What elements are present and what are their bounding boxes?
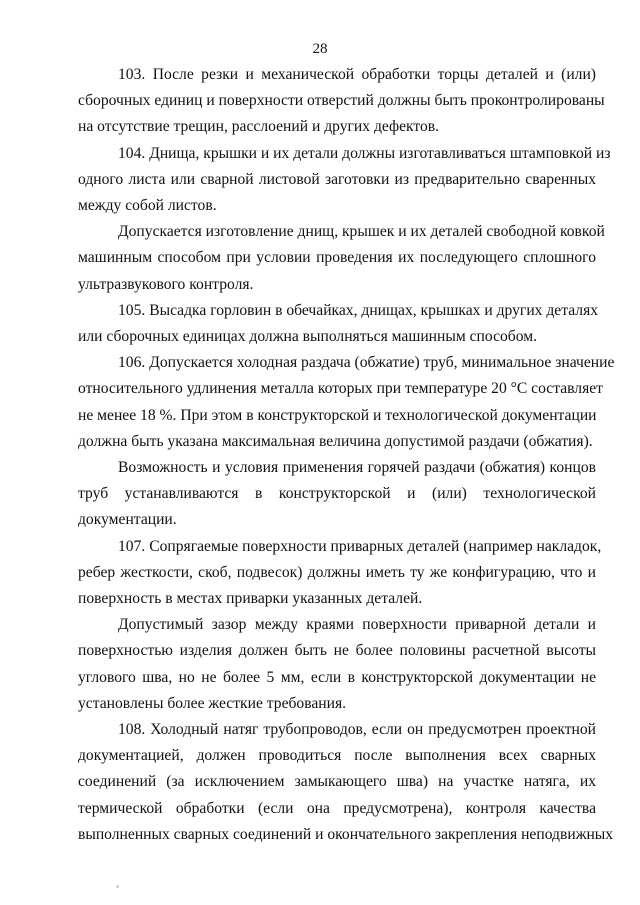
text-line: ребер жесткости, скоб, подвесок) должны иметь ту же конфигурацию, что и <box>78 563 596 581</box>
text-line: ультразвукового контроля. <box>78 275 254 293</box>
text-line: документацией, должен проводиться после выполнения всех сварных <box>78 747 596 765</box>
text-line: на отсутствие трещин, расслоений и других дефектов. <box>78 118 440 136</box>
text-line: 104. Днища, крышки и их детали должны изготавливаться штамповкой из <box>118 144 611 162</box>
text-line: или сборочных единицах должна выполняться машинным способом. <box>78 328 537 346</box>
paragraph-105 <box>78 298 599 350</box>
text-line: углового шва, но не более 5 мм, если в конструкторской документации не <box>78 668 596 686</box>
paragraph-106 <box>78 350 615 455</box>
text-line: установлены более жесткие требования. <box>78 694 347 712</box>
text-line: Допускается изготовление днищ, крышек и их деталей свободной ковкой <box>118 223 605 241</box>
text-line: Допустимый зазор между краями поверхности приварной детали и <box>118 616 596 634</box>
text-line: 103. После резки и механической обработки торцы деталей и (или) <box>118 66 596 83</box>
scan-speck <box>116 885 119 888</box>
text-line: соединений (за исключением замыкающего шва) на участке натяга, их <box>78 773 596 791</box>
text-line: Возможность и условия применения горячей раздачи (обжатия) концов <box>118 459 596 477</box>
text-line: относительного удлинения металла которых при температуре 20 °С составляет <box>78 380 603 398</box>
text-line: между собой листов. <box>78 197 217 215</box>
text-line: одного листа или сварной листовой заготовки из предварительно сваренных <box>78 170 596 188</box>
paragraph-104-permission <box>78 219 605 298</box>
paragraph-104 <box>78 141 611 220</box>
text-line: документации. <box>78 511 177 529</box>
document-body <box>78 62 615 848</box>
text-line: поверхность в местах приварки указанных деталей. <box>78 590 423 608</box>
paragraph-103 <box>78 62 605 141</box>
text-line: машинным способом при условии проведения их последующего сплошного <box>78 249 596 267</box>
text-line: не менее 18 %. При этом в конструкторской и технологической документации <box>78 406 597 424</box>
paragraph-107-gap <box>78 612 596 717</box>
paragraph-108 <box>78 717 614 848</box>
text-line: 106. Допускается холодная раздача (обжатие) труб, минимальное значение <box>118 354 615 372</box>
text-line: выполненных сварных соединений и окончательного закрепления неподвижных <box>78 825 614 843</box>
text-line: должна быть указана максимальная величина допустимой раздачи (обжатия). <box>78 432 593 450</box>
paragraph-107 <box>78 534 602 613</box>
text-line: 107. Сопрягаемые поверхности приварных деталей (например накладок, <box>118 537 602 555</box>
text-line: поверхностью изделия должен быть не более половины расчетной высоты <box>78 642 596 660</box>
paragraph-106-hot-expansion <box>78 455 596 534</box>
text-line: труб устанавливаются в конструкторской и (или) технологической <box>78 485 596 503</box>
text-line: 108. Холодный натяг трубопроводов, если он предусмотрен проектной <box>118 721 596 739</box>
text-line: сборочных единиц и поверхности отверстий должны быть проконтролированы <box>78 92 605 110</box>
page-number: 28 <box>312 41 328 57</box>
text-line: 105. Высадка горловин в обечайках, днищах, крышках и других деталях <box>118 301 599 319</box>
text-line: термической обработки (если она предусмотрена), контроля качества <box>78 799 596 817</box>
